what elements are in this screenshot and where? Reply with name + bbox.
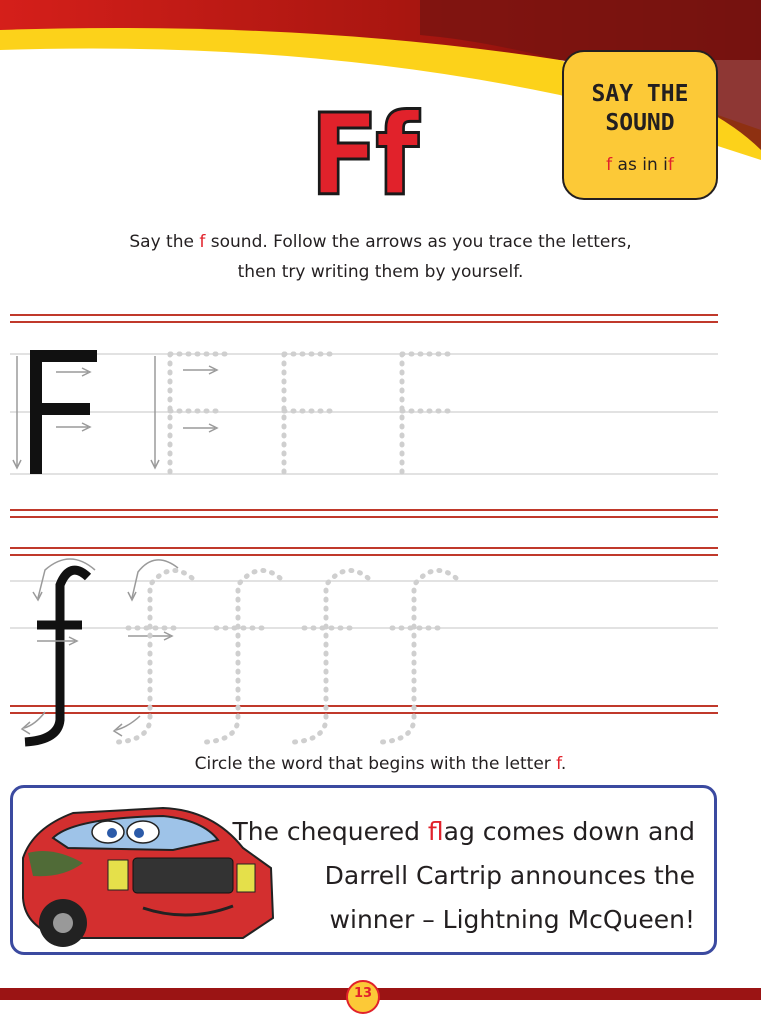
circle-instruction-text: Circle the word that begins with the letter (194, 754, 557, 774)
sound-example (564, 155, 716, 175)
heading-upper: F (310, 91, 376, 221)
lowercase-f-model (25, 570, 88, 742)
uppercase-f-model (30, 350, 97, 474)
story-line-1-after: lag comes down and (443, 817, 695, 846)
sound-as-in: as in (612, 155, 664, 175)
heading-letters (310, 91, 416, 221)
instruction-line-1 (60, 232, 701, 252)
circle-instruction-letter: f (556, 754, 561, 774)
story-line-1-before: The chequered (232, 817, 428, 846)
say-the-sound-box (562, 50, 718, 200)
page-number: 13 (346, 980, 380, 1014)
heading-lower: f (375, 91, 416, 221)
instruction-before: Say the (129, 232, 200, 252)
uppercase-row-guides (10, 315, 718, 517)
sound-letter: f (606, 155, 613, 175)
circle-instruction (60, 754, 701, 774)
arrow-right-icon (56, 366, 217, 432)
say-the-sound-title: SAY THE SOUND (591, 81, 689, 136)
circle-instruction-end: . (560, 754, 567, 774)
curve-arrow-icon (22, 559, 178, 736)
instruction-after: sound. Follow the arrows as you trace the letters, (205, 232, 632, 252)
lowercase-row-guides (10, 548, 718, 713)
story-line-2: Darrell Cartrip announces the (324, 861, 695, 890)
story-text (183, 810, 695, 942)
footer-band (0, 988, 761, 1000)
instruction-line-2: then try writing them by yourself. (237, 262, 524, 282)
tracing-area (0, 295, 761, 765)
instruction-letter: f (199, 232, 206, 252)
story-target-letter: f (427, 817, 444, 846)
sound-word-red: f (667, 155, 674, 175)
story-box (10, 785, 717, 955)
sound-word-plain: i (663, 155, 668, 175)
dotted-lowercase-f (118, 570, 456, 742)
story-line-3: winner – Lightning McQueen! (329, 905, 695, 934)
story-line-1 (183, 810, 695, 854)
